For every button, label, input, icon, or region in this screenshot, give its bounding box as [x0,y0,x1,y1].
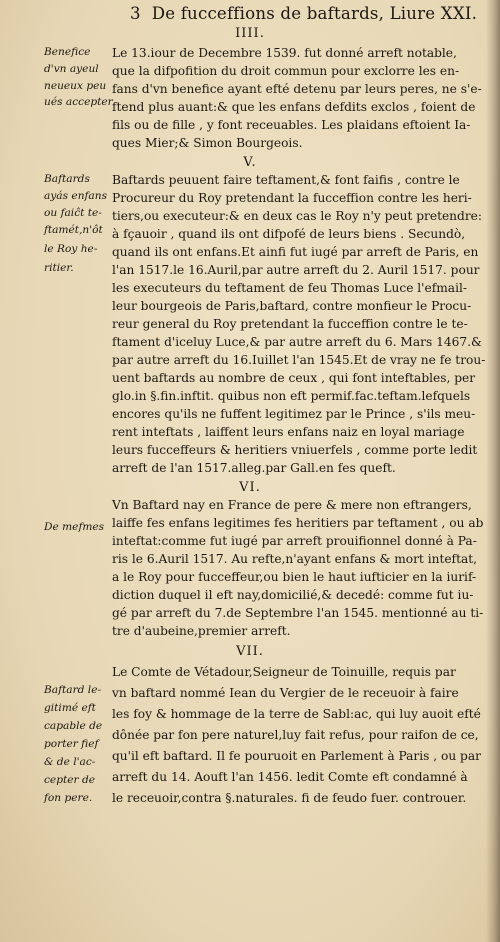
body-line: qu'il eft baftard. Il fe pouruoit en Parlement à Paris , ou par [112,749,481,763]
running-header [130,4,480,23]
page-number: 3 [130,4,141,23]
body-line: Le 13.iour de Decembre 1539. fut donné arreft notable, [112,46,457,60]
body-line: uent baftards au nombre de ceux , qui font inteftables, per [112,371,476,385]
margin-note: fon pere. [44,792,93,804]
body-line: les foy & hommage de la terre de Sabl:ac, qui luy auoit efté [112,707,481,721]
body-line: leurs fucceffeurs & heritiers vniuerfels , comme porte ledit [112,443,478,457]
margin-note: Baftards [44,173,90,185]
body-line: diction duquel il eft nay,domicilié,& decedé: comme fut iu- [112,588,474,602]
body-line: ris le 6.Auril 1517. Au refte,n'ayant enfans & mort inteftat, [112,552,478,566]
body-line: arreft de l'an 1517.alleg.par Gall.en fes queft. [112,461,396,475]
margin-note: Benefice [44,46,91,58]
margin-note: gitimé eft [44,702,96,714]
margin-note: ritier. [44,262,74,274]
body-line: glo.in §.fin.inftit. quibus non eft permif.fac.teftam.lefquels [112,389,471,403]
body-line: Le Comte de Vétadour,Seigneur de Toinuille, requis par [112,665,456,679]
body-line: à fçauoir , quand ils ont difpofé de leurs biens . Secundò, [112,227,466,241]
body-line: le receuoir,contra §.naturales. fi de feudo fuer. controuer. [112,791,467,805]
body-line: ftament d'iceluy Luce,& par autre arreft du 6. Mars 1467.& [112,335,482,349]
margin-note: d'vn ayeul [44,63,99,75]
margin-note: & de l'ac- [44,756,96,768]
body-line: encores qu'ils ne fuffent legitimez par le Prince , s'ils meu- [112,407,476,421]
body-line: quand ils ont enfans.Et ainfi fut iugé par arreft de Paris, en [112,245,479,259]
margin-note: ayás enfans [44,190,108,202]
body-line: Vn Baftard nay en France de pere & mere non eftrangers, [112,498,472,512]
body-line: Baftards peuuent faire teftament,& font faifis , contre le [112,173,460,187]
body-line: fils ou de fille , y font receuables. Les plaidans eftoient Ia- [112,118,471,132]
body-line: leur bourgeois de Paris,baftard, contre monfieur le Procu- [112,299,472,313]
body-line: Procureur du Roy pretendant la fucceffion contre les heri- [112,191,472,205]
body-line: a le Roy pour fucceffeur,ou bien le haut iufticier en la iurif- [112,570,477,584]
body-line: inteftat:comme fut iugé par arreft prouifionnel donné à Pa- [112,534,477,548]
body-line: laiffe fes enfans legitimes fes heritiers par teftament , ou ab [112,516,484,530]
margin-note: cepter de [44,774,95,786]
body-line: que la difpofition du droit commun pour exclorre les en- [112,64,460,78]
margin-note: Baftard le- [44,684,102,696]
margin-note: De mefmes [44,521,105,533]
body-line: vn baftard nommé Iean du Vergier de le receuoir à faire [112,686,459,700]
margin-note: ftamét,n'ôt [44,224,103,236]
body-line: gé par arreft du 7.de Septembre l'an 1545. mentionné au ti- [112,606,484,620]
section-heading-5: V. [243,155,257,170]
body-line: reur general du Roy pretendant la fucceffion contre le te- [112,317,468,331]
section-heading-4: IIII. [235,26,265,41]
body-line: les executeurs du teftament de feu Thomas Luce l'efmail- [112,281,467,295]
margin-note: le Roy he- [44,243,98,255]
body-line: tiers,ou executeur:& en deux cas le Roy n'y peut pretendre: [112,209,482,223]
body-line: par autre arreft du 16.Iuillet l'an 1545.Et de vray ne fe trou- [112,353,486,367]
body-line: ftend plus auant:& que les enfans defdits exclos , foient de [112,100,476,114]
margin-note: capable de [44,720,103,732]
body-line: l'an 1517.le 16.Auril,par autre arreft du 2. Auril 1517. pour [112,263,480,277]
body-line: ques Mier;& Simon Bourgeois. [112,136,303,150]
margin-note: ou faiĉt te- [44,207,102,219]
body-line: arreft du 14. Aouft l'an 1456. ledit Comte eft condamné à [112,770,468,784]
margin-note: porter fief [44,738,99,750]
section-heading-6: VI. [239,480,261,495]
margin-note: neueux peu [44,80,107,92]
body-line: rent inteftats , laiffent leurs enfans naiz en loyal mariage [112,425,465,439]
body-line: dônée par fon pere naturel,luy fait refus, pour raifon de ce, [112,728,479,742]
margin-note: ués accepter [44,96,113,108]
running-title: De fucceffions de baftards, Liure XXI. [151,4,478,23]
section-heading-7: VII. [236,644,264,659]
body-line: fans d'vn benefice ayant efté detenu par leurs peres, ne s'e- [112,82,482,96]
body-line: tre d'aubeine,premier arreft. [112,624,291,638]
